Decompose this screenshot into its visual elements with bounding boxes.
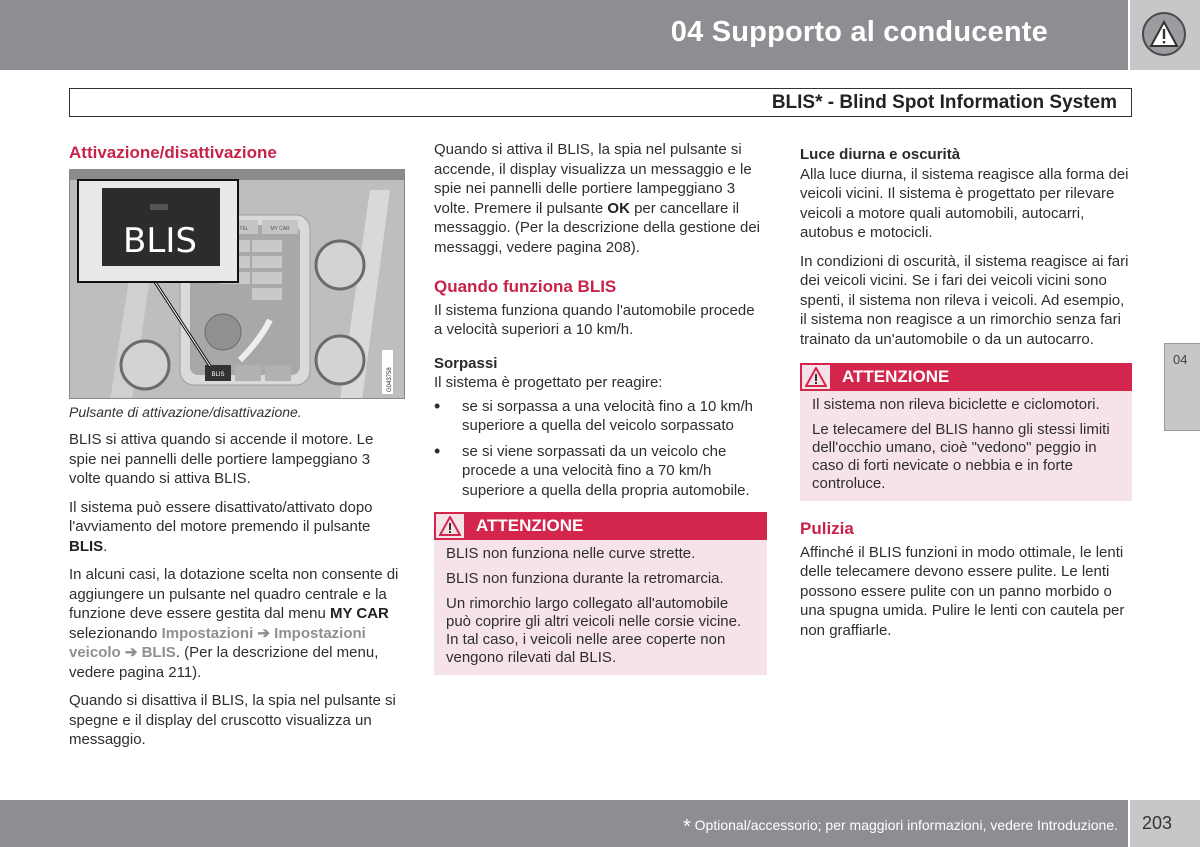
paragraph: In alcuni casi, la dotazione scelta non consente di aggiungere un pulsante nel quadro centrale e la funzione deve essere gestita dal menu MY CAR selezionando Impostazioni ➔ Impostazioni veicolo ➔ BLIS. (Per la descrizione del menu, vedere pagina 211).	[69, 566, 399, 681]
paragraph: Affinché il BLIS funzioni in modo ottimale, le lenti delle telecamere devono essere pulite. Le lenti possono essere pulite con un panno morbido o una spugna umida. Pulire le lenti con cautela per non graffiarle.	[800, 543, 1125, 639]
warning-line: Il sistema non rileva biciclette e ciclomotori.	[812, 396, 1100, 413]
paragraph: Il sistema è progettato per reagire:	[434, 374, 663, 391]
warning-box	[434, 512, 767, 675]
heading-activation: Attivazione/disattivazione	[69, 143, 277, 162]
arrow-right-icon: ➔	[120, 644, 142, 661]
menu-path-impostazioni: Impostazioni	[161, 624, 254, 642]
bullet-list	[434, 397, 767, 501]
paragraph: Quando si attiva il BLIS, la spia nel pulsante si accende, il display visualizza un messaggio e le spie nei pannelli delle portiere lampeggiano 3 volte. Premere il pulsante OK per cancellare il messaggio. (Per la descrizione della gestione dei messaggi, vedere pagina 208).	[434, 141, 761, 256]
warning-triangle-icon	[434, 512, 466, 540]
menu-path-blis: BLIS	[141, 644, 176, 661]
chapter-title: 04 Supporto al conducente	[670, 16, 1048, 48]
list-item: • se si viene sorpassati da un veicolo che procede a una velocità fino a 70 km/h superiore a quella della propria automobile.	[434, 442, 767, 501]
svg-text:BLIS: BLIS	[123, 220, 197, 261]
svg-text:TEL: TEL	[239, 225, 249, 232]
warning-line: BLIS non funziona durante la retromarcia.	[446, 570, 724, 587]
chapter-header-bar	[0, 0, 1128, 70]
page-number: 203	[1142, 813, 1173, 833]
svg-text:BLIS: BLIS	[211, 371, 225, 378]
warning-title: ATTENZIONE	[842, 367, 950, 387]
menu-path-impostazioni-veicolo: Impostazioni veicolo	[69, 624, 366, 661]
list-item: • se si sorpassa a una velocità fino a 10 km/h superiore a quella del veicolo sorpassato	[434, 397, 767, 436]
warning-triangle-icon	[800, 363, 832, 391]
page-number-tab	[1130, 800, 1200, 847]
warning-triangle-circle-icon	[1142, 12, 1186, 56]
arrow-right-icon: ➔	[253, 624, 275, 642]
paragraph: Quando si disattiva il BLIS, la spia nel pulsante si spegne e il display del cruscotto visualizza un messaggio.	[69, 692, 396, 748]
column-1	[69, 140, 405, 759]
paragraph: BLIS si attiva quando si accende il motore. Le spie nei pannelli delle portiere lampeggiano 3 volte quando si attiva BLIS.	[69, 431, 374, 487]
warning-box	[800, 363, 1132, 501]
figure-code: G043758	[387, 366, 393, 392]
subheading-daylight: Luce diurna e oscurità	[800, 146, 961, 163]
paragraph: Alla luce diurna, il sistema reagisce alla forma dei veicoli vicini. Il sistema è progettato per rilevare veicoli a motore quali automobili, autocarri, autobus e motocicli.	[800, 165, 1129, 241]
warning-line: BLIS non funziona nelle curve strette.	[446, 545, 696, 562]
paragraph: Il sistema funziona quando l'automobile procede a velocità superiori a 10 km/h.	[434, 301, 755, 338]
footnote: * Optional/accessorio; per maggiori informazioni, vedere Introduzione.	[682, 816, 1118, 838]
section-title: BLIS* - Blind Spot Information System	[771, 92, 1117, 113]
blis-button-figure	[69, 169, 405, 399]
svg-text:MY CAR: MY CAR	[270, 225, 290, 232]
paragraph: In condizioni di oscurità, il sistema reagisce ai fari dei veicoli vicini. Se i fari dei veicoli vicini sono spenti, il sistema non rileva i veicoli. Ad esempio, il sistema non reagisce a un rimorchio senza fari trainato da un'automobile o da un autocarro.	[800, 252, 1129, 348]
side-tab-label: 04	[1173, 352, 1188, 367]
warning-title: ATTENZIONE	[476, 516, 584, 536]
column-2	[434, 140, 767, 683]
chapter-side-tab[interactable]	[1164, 343, 1200, 431]
footer-bar	[0, 800, 1128, 847]
subheading-overtaking: Sorpassi	[434, 354, 498, 372]
warning-header	[800, 363, 1132, 391]
warning-body	[434, 540, 767, 675]
warning-header	[434, 512, 767, 540]
warning-line: Un rimorchio largo collegato all'automobile può coprire gli altri veicoli nelle corsie vicine. In tal caso, i veicoli nelle aree coperte non vengono rilevati dal BLIS.	[446, 595, 742, 666]
warning-body	[800, 391, 1132, 501]
heading-cleaning: Pulizia	[800, 519, 854, 538]
chapter-icon-tab	[1130, 0, 1200, 70]
warning-line: Le telecamere del BLIS hanno gli stessi limiti dell'occhio umano, cioè "vedono" peggio in caso di forti nevicate o nebbia e in forte controluce.	[812, 421, 1110, 492]
figure-caption: Pulsante di attivazione/disattivazione.	[69, 403, 302, 420]
heading-when-works: Quando funziona BLIS	[434, 277, 617, 296]
column-3	[800, 140, 1132, 649]
section-title-bar	[69, 88, 1132, 117]
center-console-illustration	[70, 170, 405, 399]
paragraph: Il sistema può essere disattivato/attivato dopo l'avviamento del motore premendo il pulsante BLIS.	[69, 498, 373, 555]
